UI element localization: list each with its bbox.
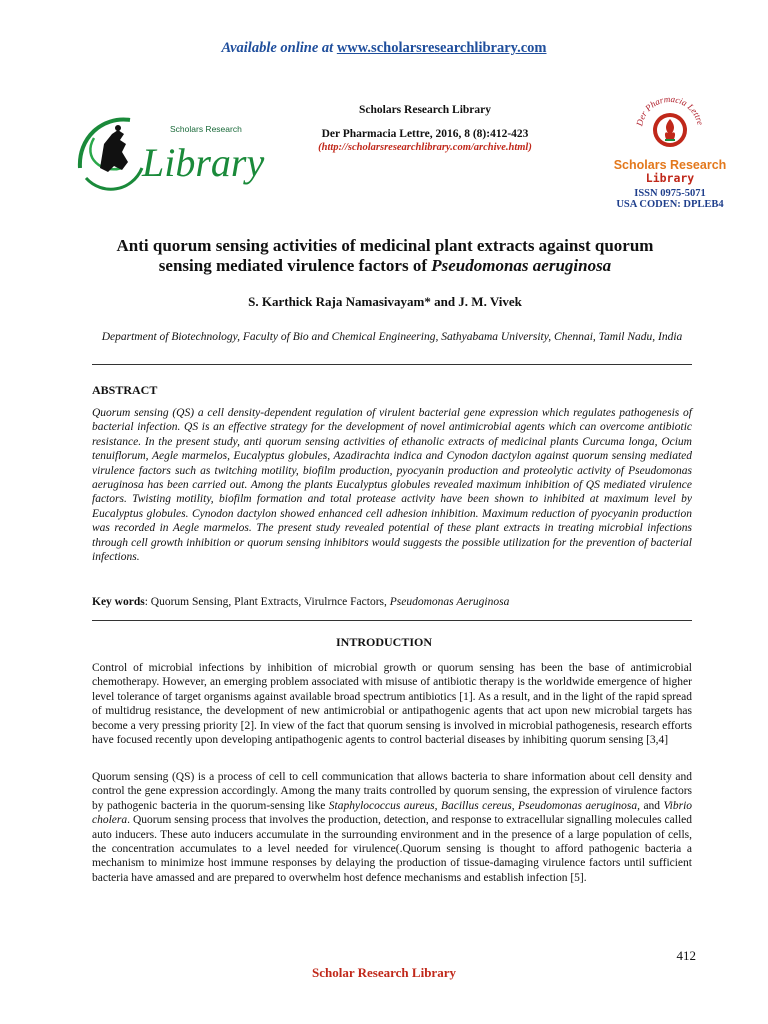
author-list: S. Karthick Raja Namasivayam* and J. M. Vivek [248,294,522,309]
p2-species-2: Bacillus cereus [440,799,512,812]
p2-text-b: . Quorum sensing process that involves the production, detection, and response to extracellular signalling molecules called auto inducers. These auto inducers accumulate in the surrounding environment and in the presence of a large population of cells, the concentration accumulates to a level needed for virulence(.Quorum sensing is thought to afford pathogenic bacteria a mechanism to minimize host immune responses by delaying the production of tissue-damaging virulence factors until sufficient bacteria have amassed and are prepared to overwhelm host defence mechanisms and establish infection [5]. [92,814,692,884]
abstract-text: Quorum sensing (QS) a cell density-dependent regulation of virulent bacterial gene expression which regulates pathogenesis of bacterial infection. QS is an effective strategy for the development of novel antimicrobial agents which can overcome antibiotic resistance. In the present study, anti quorum sensing activities of ethanolic extracts of medicinal plants Curcuma longa, Ocium tenuiflorum, Aegle marmelos, Eucalyptus globules, Azadirachta indica and Cynodon dactylon against quorum sensing mediated virulence factors such as twitching motility, biofilm production, pyocyanin production and proteolytic activity of Pseudomonas aeruginosa has been carried out. Among the plants Eucalyptus globules revealed maximum inhibition of QS mediated virulence factors. Twisting motility, biofilm formation and total protease activity have been shown to inhibited at maximum level by Eucalyptus globules. Cynodon dactylon showed enhanced cell adhesion inhibition. Maximum reduction of pyocyanin production was recorded in Aegle marmelos. The present study revealed potential of these plant extracts in treating microbial infections through cell growth inhibition or quorum sensing inhibitors would suggests the possible utilization for the prevention of bacterial infections. [92,407,692,564]
keywords-text: : Quorum Sensing, Plant Extracts, Virulrnce Factors, [144,596,387,608]
p2-species-1: Staphylococcus aureus [328,799,435,812]
author-affiliation: Department of Biotechnology, Faculty of Bio and Chemical Engineering, Sathyabama University, Chennai, Tamil Nadu, India [101,331,683,343]
p2-species-4: Vibrio cholera [92,799,693,827]
available-online-line [0,40,768,57]
right-logo-name: Scholars Research [613,158,727,172]
divider [92,620,692,621]
publisher-website-link[interactable]: www.scholarsresearchlibrary.com [336,40,547,56]
der-pharmacia-lettre-logo [605,86,735,210]
scholars-research-library-logo [72,108,272,196]
title-line-1: Anti quorum sensing activities of medicinal plant extracts against quorum [116,236,654,255]
p2-and: and [643,799,661,812]
intro-paragraph-1: Control of microbial infections by inhibition of microbial growth or quorum sensing has been the base of antimicrobial chemotherapy. However, an emerging problem associated with misuse of antibiotic therapy is the worldwide emergence of higher level tolerance of target organisms against available broad spectrum antibiotics [1]. As a result, and in the light of the rapid spread of multidrug resistance, the development of new antimicrobial or antipathogenic agents that act upon new microbial targets has become a very pressing priority [2]. In view of the fact that quorum sensing is involved in microbial pathogenesis, research efforts have focused recently upon developing antipathogenic agents to control bacterial diseases by inhibiting quorum sensing [3,4] [92,662,692,747]
page-number: 412 [676,948,696,963]
available-prefix: Available online at [221,40,334,56]
logo-big-text: Library [142,140,265,185]
publisher-name: Scholars Research Library [358,104,492,116]
footer-text: Scholar Research Library [312,965,456,980]
title-species: Pseudomonas aeruginosa [431,256,612,275]
journal-info [270,104,580,153]
abstract-heading: ABSTRACT [92,383,158,397]
archive-link[interactable]: (http://scholarsresearchlibrary.com/archive.html) [318,142,532,153]
article-title [80,236,690,276]
seal-ring-text: Der Pharmacia Lettre [634,93,706,127]
p2-text-a: Quorum sensing (QS) is a process of cell to cell communication that allows bacteria to share information about cell density and control the gene expression accordingly. Among the many traits controlled by quorum sensing, the expression of virulence factors by pathogenic bacteria in the quorum-sensing like [92,771,692,812]
library-emblem-icon [72,108,272,196]
right-logo-library: Library [645,171,695,185]
logo-small-text: Scholars Research [170,124,242,134]
keywords-label: Key words [92,596,145,608]
title-line-2-text: sensing mediated virulence factors of [158,256,427,275]
title-line-2 [80,256,690,276]
keywords-species: Pseudomonas Aeruginosa [389,596,510,608]
issn-number: ISSN 0975-5071 [634,188,706,199]
coden: USA CODEN: DPLEB4 [616,199,724,210]
divider [92,364,692,365]
intro-paragraph-2: Quorum sensing (QS) is a process of cell to cell communication that allows bacteria to share information about cell density and control the gene expression accordingly. Among the many traits controlled by quorum sensing, the expression of virulence factors by pathogenic bacteria in the quorum-sensing like Staphylococcus aureus, Bacillus cereus, Pseudomonas aeruginosa, and Vibrio cholera. Quorum sensing process that involves the production, detection, and response to extracellular signalling molecules called auto inducers. These auto inducers accumulate in the surrounding environment and in the presence of a large population of cells, the concentration accumulates to a level needed for virulence(.Quorum sensing is thought to afford pathogenic bacteria a mechanism to minimize host immune responses by delaying the production of tissue-damaging virulence factors until sufficient bacteria have amassed and are prepared to overwhelm host defence mechanisms and establish infection [5]. [92,771,693,884]
introduction-heading: INTRODUCTION [335,635,432,649]
pharmacia-seal-icon [628,86,712,158]
keywords [92,596,692,608]
journal-citation: Der Pharmacia Lettre, 2016, 8 (8):412-423 [321,128,529,140]
p2-species-3: Pseudomonas aeruginosa [518,799,638,812]
